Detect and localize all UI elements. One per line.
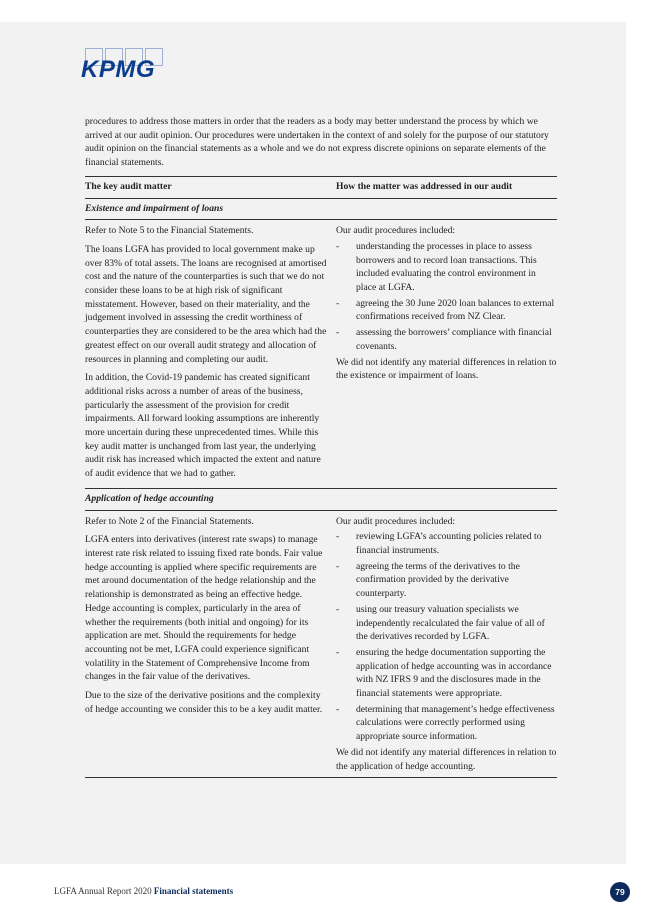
procedure-list [336,240,557,354]
list-item: - determining that management’s hedge effectiveness calculations were correctly performed using appropriate source information. [336,703,557,744]
page-number: 79 [610,882,630,902]
paragraph: Refer to Note 5 to the Financial Statements. [85,225,254,237]
list-item: - agreeing the 30 June 2020 loan balances to external confirmations received from NZ Clear. [336,297,557,324]
section-title-loans: Existence and impairment of loans [85,199,557,221]
logo-wordmark: KPMG [81,56,155,83]
list-item: - assessing the borrowers’ compliance with financial covenants. [336,326,557,353]
list-item: - ensuring the hedge documentation supporting the application of hedge accounting was in accordance with NZ IFRS 9 and the disclosures made in the financial statements were appropriate. [336,646,557,701]
section-title-hedge: Application of hedge accounting [85,489,557,511]
header-key-audit-matter: The key audit matter [85,180,172,192]
conclusion: We did not identify any material differences in relation to the existence or impairment of loans. [336,356,557,382]
section-loans-matter [85,224,336,486]
list-item: - reviewing LGFA’s accounting policies related to financial instruments. [336,530,557,557]
divider [85,777,557,778]
section-hedge-procedures [336,515,557,776]
paragraph: Due to the size of the derivative positions and the complexity of hedge accounting we consider this to be a key audit matter. [85,690,323,715]
intro-paragraph: procedures to address those matters in order that the readers as a body may better understand the process by which we arrived at our audit opinion. Our procedures were undertaken in the context of and solely for the purpose of our statutory audit opinion on the financial statements as a whole and we do not express discrete opinions on separate elements of the financial statements. [85,116,549,169]
footer-report-title: LGFA Annual Report 2020 [54,886,152,896]
paragraph: In addition, the Covid-19 pandemic has created significant additional risks across a number of areas of the business, particularly the assessment of the provision for credit impairments. All forward looking assumptions are inherently more uncertain during these unprecedented times. While this key audit matter is unchanged from last year, the underlying audit risk has increased which impacted the extent and nature of audit evidence that we had to gather. [85,372,321,480]
kpmg-logo [81,48,167,84]
procedure-list [336,530,557,744]
list-item: - using our treasury valuation specialists we independently recalculated the fair value of all of the derivatives recorded by LGFA. [336,603,557,644]
procedures-intro: Our audit procedures included: [336,225,456,237]
paragraph: LGFA enters into derivatives (interest rate swaps) to manage interest rate risk related to issuing fixed rate bonds. Fair value hedge accounting is applied where specific requirements are met around documentation of the hedge relationship and the relationship is demonstrated as being an effective hedge. Hedge accounting is complex, particularly in the area of whether the requirements (both initial and ongoing) for its application are met. Should the requirements for hedge accounting not be met, LGFA could experience significant volatility in the Statement of Comprehensive Income from changes in the fair value of the derivatives. [85,534,323,683]
paragraph: The loans LGFA has provided to local government make up over 83% of total assets. The loans are recognised at amortised cost and the nature of the counterparties is such that we do not consider these loans to be at high risk of significant misstatement. However, based on their materiality, and the judgement involved in assessing the credit worthiness of counterparties they are considered to be the area which had the greatest effect on our overall audit strategy and allocation of resources in planning and completing our audit. [85,243,327,365]
section-body-hedge [85,511,557,776]
main-content [85,115,557,778]
section-hedge-matter [85,515,336,776]
conclusion: We did not identify any material differences in relation to the application of hedge accounting. [336,746,557,772]
section-body-loans [85,220,557,486]
footer [54,886,233,896]
list-item: - understanding the processes in place to assess borrowers and to record loan transactions. This included evaluating the control environment in place at LGFA. [336,240,557,295]
section-loans-procedures [336,224,557,486]
paragraph: Refer to Note 2 of the Financial Statements. [85,515,254,527]
procedures-intro: Our audit procedures included: [336,515,456,527]
table-header [85,176,557,199]
footer-section: Financial statements [153,886,234,896]
header-how-addressed: How the matter was addressed in our audit [336,180,513,192]
list-item: - agreeing the terms of the derivatives to the confirmation provided by the derivative counterparty. [336,560,557,601]
